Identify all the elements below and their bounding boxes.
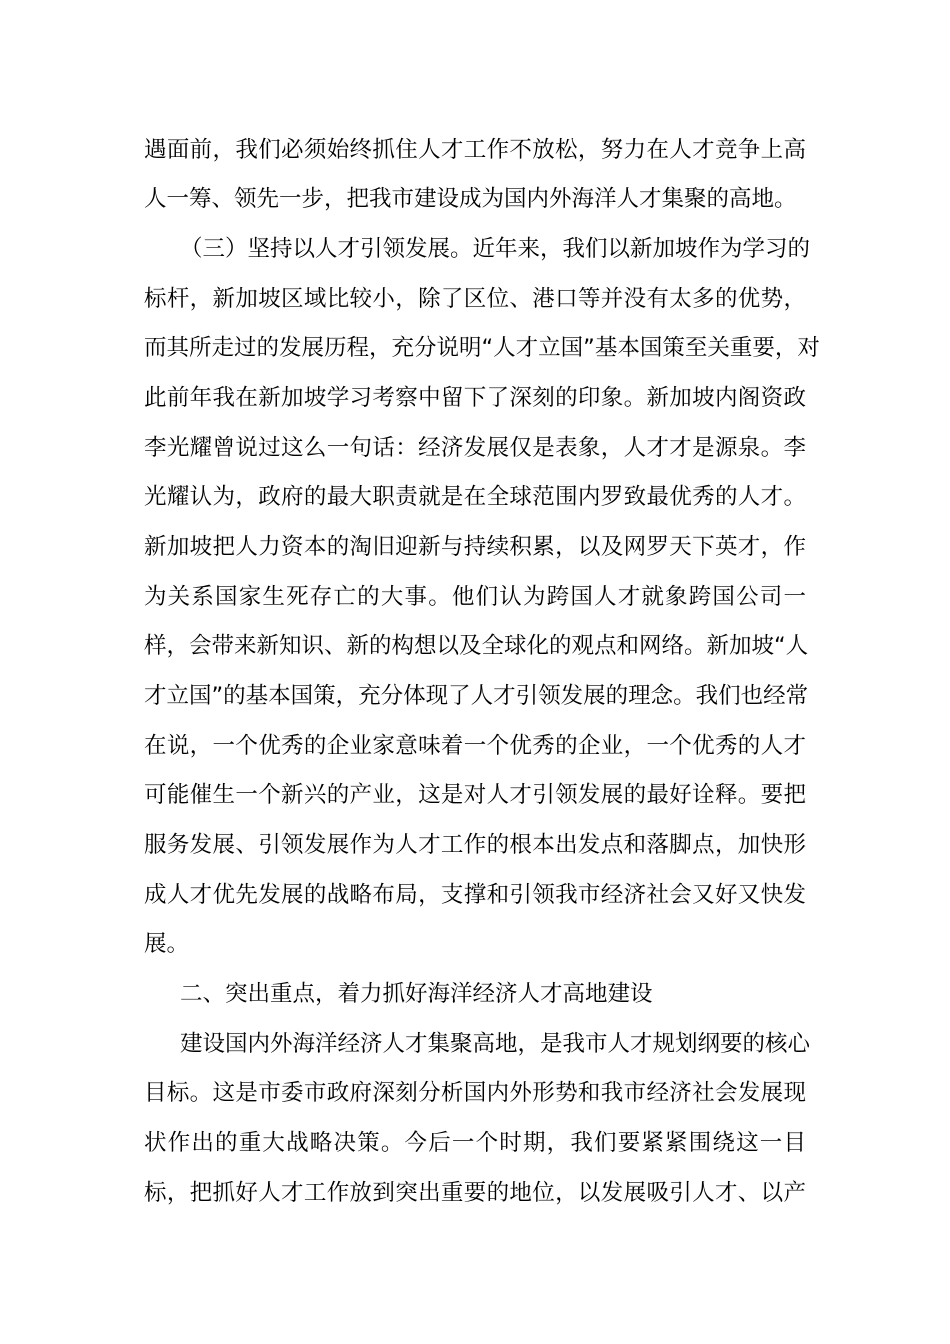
text-line: 为关系国家生死存亡的大事。他们认为跨国人才就象跨国公司一 — [144, 584, 806, 610]
text-line: 状作出的重大战略决策。今后一个时期，我们要紧紧围绕这一目 — [144, 1130, 806, 1156]
text-line: 才立国”的基本国策，充分体现了人才引领发展的理念。我们也经常 — [144, 683, 809, 709]
text-line: 人一筹、领先一步，把我市建设成为国内外海洋人才集聚的高地。 — [144, 186, 797, 212]
text-line: 此前年我在新加坡学习考察中留下了深刻的印象。新加坡内阁资政 — [144, 385, 806, 411]
text-line: 在说，一个优秀的企业家意味着一个优秀的企业，一个优秀的人才 — [144, 733, 806, 759]
text-line: 遇面前，我们必须始终抓住人才工作不放松，努力在人才竞争上高 — [144, 137, 806, 163]
text-line: 标，把抓好人才工作放到突出重要的地位，以发展吸引人才、以产 — [144, 1180, 806, 1206]
text-line: 目标。这是市委市政府深刻分析国内外形势和我市经济社会发展现 — [144, 1080, 806, 1106]
text-line: 服务发展、引领发展作为人才工作的根本出发点和落脚点，加快形 — [144, 832, 806, 858]
text-line: 李光耀曾说过这么一句话：经济发展仅是表象，人才才是源泉。李 — [144, 435, 806, 461]
text-line: 标杆，新加坡区域比较小，除了区位、港口等并没有太多的优势， — [144, 286, 806, 312]
section-heading: 二、突出重点，着力抓好海洋经济人才高地建设 — [180, 981, 653, 1007]
section-heading-line: （三）坚持以人才引领发展。近年来，我们以新加坡作为学习的 — [180, 236, 811, 262]
text-line: 建设国内外海洋经济人才集聚高地，是我市人才规划纲要的核心 — [180, 1031, 811, 1057]
text-line: 成人才优先发展的战略布局，支撑和引领我市经济社会又好又快发 — [144, 882, 806, 908]
text-line: 样，会带来新知识、新的构想以及全球化的观点和网络。新加坡“人 — [144, 633, 809, 659]
text-line: 新加坡把人力资本的淘旧迎新与持续积累，以及网罗天下英才，作 — [144, 534, 806, 560]
text-line: 可能催生一个新兴的产业，这是对人才引领发展的最好诠释。要把 — [144, 782, 806, 808]
text-line: 展。 — [144, 931, 190, 957]
text-line: 光耀认为，政府的最大职责就是在全球范围内罗致最优秀的人才。 — [144, 484, 806, 510]
text-line: 而其所走过的发展历程，充分说明“人才立国”基本国策至关重要，对 — [144, 335, 820, 361]
